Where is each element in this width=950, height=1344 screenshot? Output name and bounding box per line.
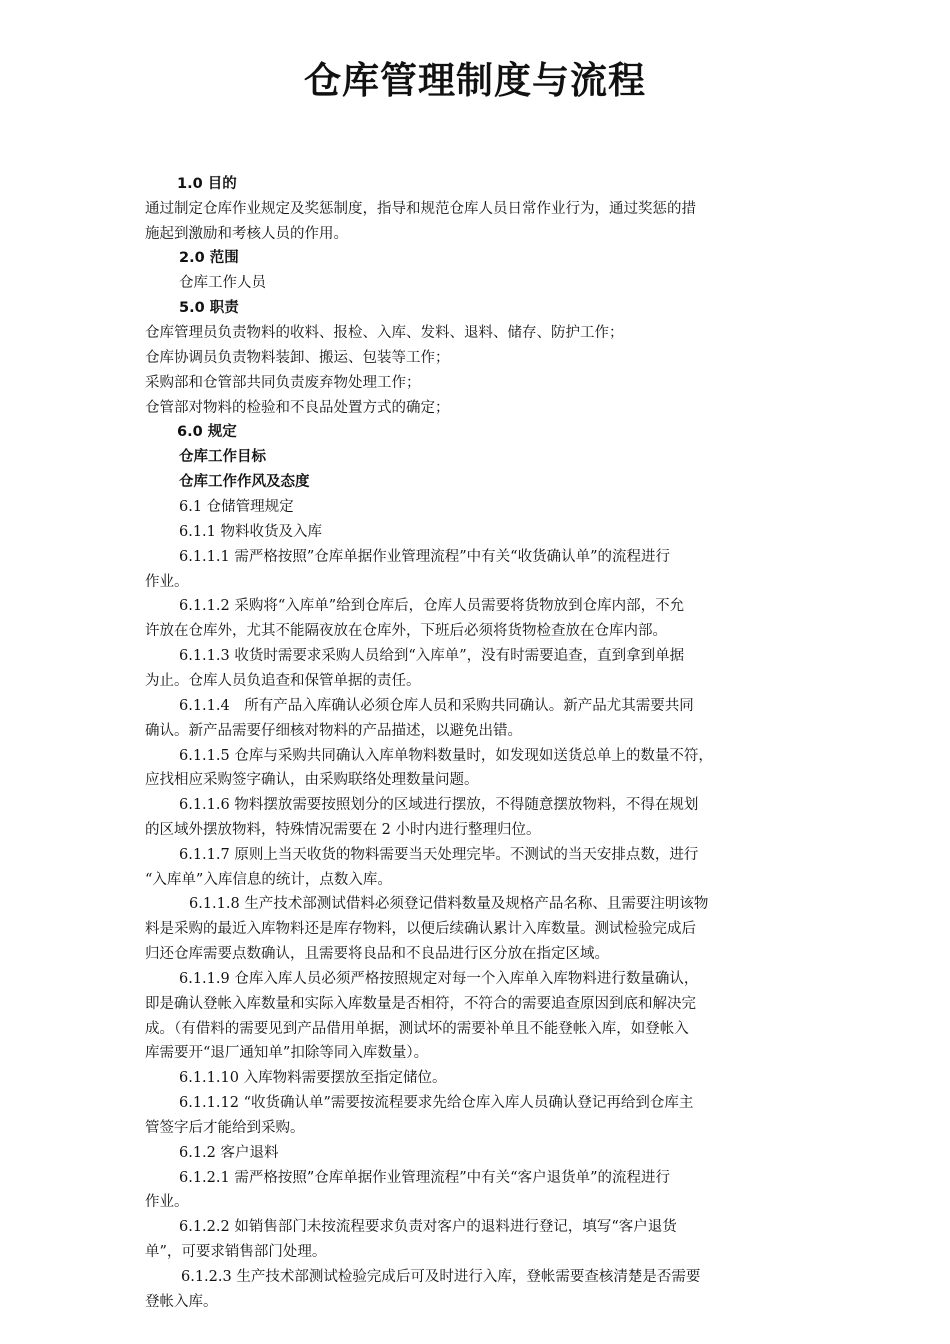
paragraph-line: 6.1.2.1 需严格按照”仓库单据作业管理流程”中有关“客户退货单”的流程进行 <box>179 1170 670 1186</box>
paragraph-line: 即是确认登帐入库数量和实际入库数量是否相符，不符合的需要追查原因到底和解决完 <box>145 996 696 1012</box>
paragraph-line: 6.1.1.4 所有产品入库确认必须仓库人员和采购共同确认。新产品尤其需要共同 <box>179 698 694 714</box>
paragraph-line: 应找相应采购签字确认，由采购联络处理数量问题。 <box>145 772 479 788</box>
paragraph-line: 料是采购的最近入库物料还是库存物料，以便后续确认累计入库数量。测试检验完成后 <box>145 921 696 937</box>
paragraph-line: 仓管部对物料的检验和不良品处置方式的确定； <box>145 400 450 416</box>
paragraph-line: 作业。 <box>145 574 189 590</box>
paragraph-line: 登帐入库。 <box>145 1294 218 1310</box>
subheading: 仓库工作目标 <box>179 449 266 465</box>
paragraph-line: 6.1.1.7 原则上当天收货的物料需要当天处理完毕。不测试的当天安排点数，进行 <box>179 847 699 863</box>
paragraph-line: 确认。新产品需要仔细核对物料的产品描述，以避免出错。 <box>145 723 522 739</box>
paragraph-line: 6.1.1.2 采购将“入库单”给到仓库后，仓库人员需要将货物放到仓库内部，不允 <box>179 598 685 614</box>
section-heading-scope: 2.0 范围 <box>179 250 239 266</box>
paragraph-line: 6.1.2.3 生产技术部测试检验完成后可及时进行入库，登帐需要查核清楚是否需要 <box>181 1269 701 1285</box>
paragraph-line: 成。（有借料的需要见到产品借用单据，测试坏的需要补单且不能登帐入库，如登帐入 <box>145 1021 689 1037</box>
section-heading-rules: 6.0 规定 <box>177 424 237 440</box>
document-title: 仓库管理制度与流程 <box>304 59 646 102</box>
section-heading-duties: 5.0 职责 <box>179 300 239 316</box>
paragraph-line: 仓库协调员负责物料装卸、搬运、包装等工作； <box>145 350 450 366</box>
paragraph-line: 为止。仓库人员负追查和保管单据的责任。 <box>145 673 421 689</box>
paragraph-line: 作业。 <box>145 1194 189 1210</box>
subheading: 仓库工作作风及态度 <box>179 474 310 490</box>
paragraph-line: 采购部和仓管部共同负责废弃物处理工作； <box>145 375 421 391</box>
paragraph-line: 6.1.1.10 入库物料需要摆放至指定储位。 <box>179 1070 447 1086</box>
paragraph-line: 6.1.1.6 物料摆放需要按照划分的区域进行摆放，不得随意摆放物料，不得在规划 <box>179 797 699 813</box>
paragraph-line: 6.1.1.3 收货时需要求采购人员给到“入库单”，没有时需要追查，直到拿到单据 <box>179 648 685 664</box>
paragraph-line: 6.1.1.8 生产技术部测试借料必须登记借料数量及规格产品名称、且需要注明该物 <box>189 896 709 912</box>
paragraph-line: 仓库工作人员 <box>179 275 266 291</box>
paragraph-line: 仓库管理员负责物料的收料、报检、入库、发料、退料、储存、防护工作； <box>145 325 624 341</box>
paragraph-line: 6.1.2.2 如销售部门未按流程要求负责对客户的退料进行登记，填写“客户退货 <box>179 1219 677 1235</box>
paragraph-line: 通过制定仓库作业规定及奖惩制度，指导和规范仓库人员日常作业行为，通过奖惩的措 <box>145 201 696 217</box>
clause-heading: 6.1.1 物料收货及入库 <box>179 524 323 540</box>
paragraph-line: 6.1.1.12 “收货确认单”需要按流程要求先给仓库入库人员确认登记再给到仓库主 <box>179 1095 694 1111</box>
clause-heading: 6.1 仓储管理规定 <box>179 499 294 515</box>
paragraph-line: 6.1.1.5 仓库与采购共同确认入库单物料数量时，如发现如送货总单上的数量不符， <box>179 748 713 764</box>
paragraph-line: “入库单”入库信息的统计，点数入库。 <box>145 872 392 888</box>
paragraph-line: 许放在仓库外，尤其不能隔夜放在仓库外，下班后必须将货物检查放在仓库内部。 <box>145 623 667 639</box>
paragraph-line: 库需要开“退厂通知单”扣除等同入库数量）。 <box>145 1045 429 1061</box>
paragraph-line: 单”，可要求销售部门处理。 <box>145 1244 327 1260</box>
paragraph-line: 6.1.1.1 需严格按照”仓库单据作业管理流程”中有关“收货确认单”的流程进行 <box>179 549 670 565</box>
paragraph-line: 施起到激励和考核人员的作用。 <box>145 226 348 242</box>
clause-heading: 6.1.2 客户退料 <box>179 1145 279 1161</box>
paragraph-line: 6.1.1.9 仓库入库人员必须严格按照规定对每一个入库单入库物料进行数量确认， <box>179 971 699 987</box>
paragraph-line: 管签字后才能给到采购。 <box>145 1120 305 1136</box>
paragraph-line: 的区域外摆放物料，特殊情况需要在 2 小时内进行整理归位。 <box>145 822 541 838</box>
section-heading-purpose: 1.0 目的 <box>177 176 237 192</box>
paragraph-line: 归还仓库需要点数确认，且需要将良品和不良品进行区分放在指定区域。 <box>145 946 609 962</box>
